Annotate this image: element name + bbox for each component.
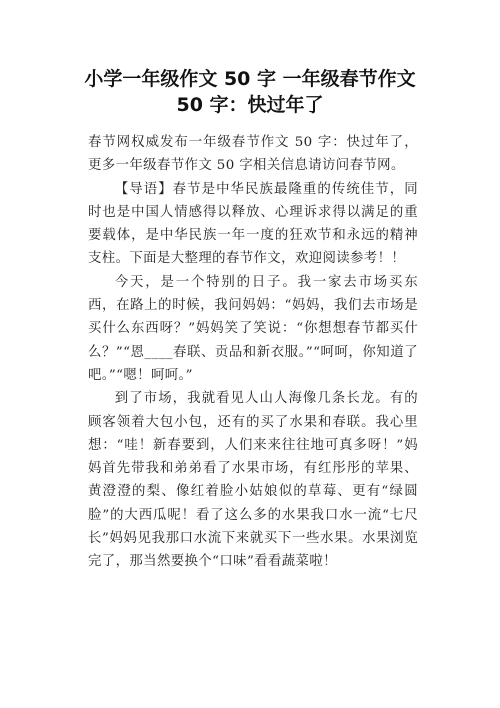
title-line-2: 50 字：快过年了 bbox=[176, 94, 324, 116]
lead-paragraph: 【导语】春节是中华民族最隆重的传统佳节，同时也是中国人情感得以释放、心理诉求得以满足的重要载体，是中华民族一年一度的狂欢节和永远的精神支柱。下面是大整理的春节作文，欢迎阅读参考！！ bbox=[88, 181, 418, 267]
page-title bbox=[60, 66, 440, 118]
article-body bbox=[88, 131, 418, 574]
body-paragraph: 到了市场，我就看见人山人海像几条长龙。有的顾客领着大包小包，还有的买了水果和春联。我心里想：“哇！新春要到，人们来来往往地可真多呀！”妈妈首先带我和弟弟看了水果市场，有红彤彤的苹果、黄澄澄的梨、像红着脸小姑娘似的草莓、更有“绿圆脸”的大西瓜呢！看了这么多的水果我口水一流“七尺长”妈妈见我那口水流下来就买下一些水果。水果浏览完了，那当然要换个“口味”看看蔬菜啦！ bbox=[88, 391, 418, 570]
body-paragraph: 今天，是一个特别的日子。我一家去市场买东西，在路上的时候，我问妈妈：“妈妈，我们去市场是买什么东西呀？”妈妈笑了笑说：“你想想春节都买什么？”“恩____春联、贡品和新衣服。”“呵呵，你知道了吧。”“嗯！呵呵。” bbox=[88, 274, 418, 383]
intro-paragraph: 春节网权威发布一年级春节作文 50 字：快过年了，更多一年级春节作文 50 字相关信息请访问春节网。 bbox=[88, 135, 418, 174]
title-line-1: 小学一年级作文 50 字 一年级春节作文 bbox=[84, 68, 416, 90]
